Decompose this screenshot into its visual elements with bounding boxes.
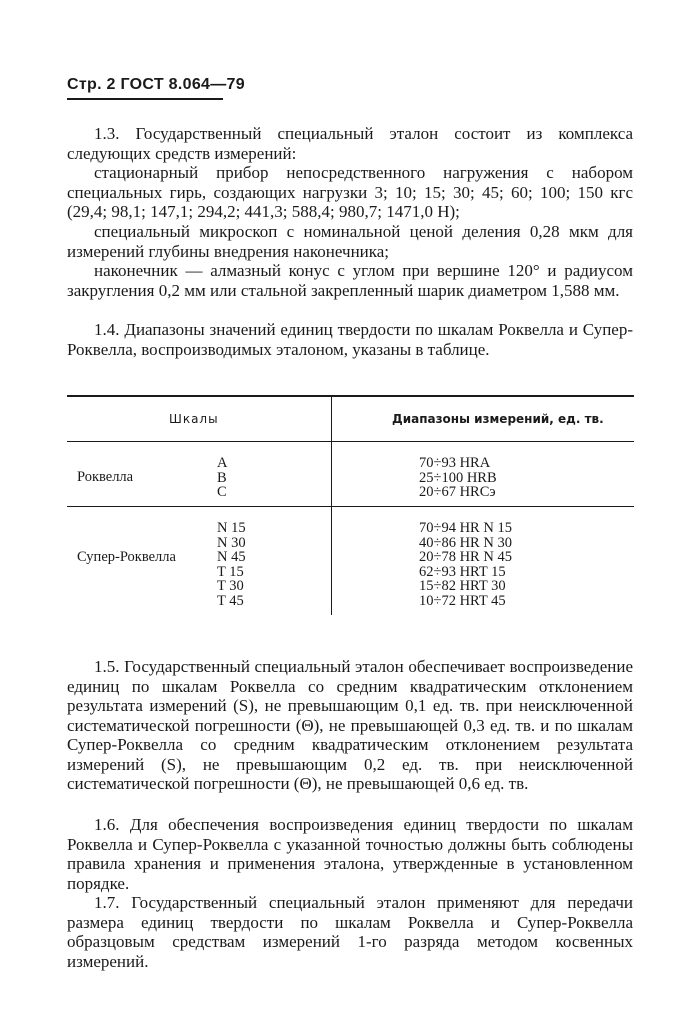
scale-cell: N 45 <box>217 549 246 565</box>
range-cell: 20÷78 HR N 45 <box>419 549 512 565</box>
column-header-scales: Шкалы <box>169 412 219 426</box>
list-item-microscope: специальный микроскоп с номинальной ценой деления 0,28 мкм для измерений глубины внедрения наконечника; <box>67 222 633 261</box>
scale-cell: C <box>217 484 227 500</box>
hardness-scales-table <box>67 395 634 615</box>
scale-list-super-rockwell <box>217 521 277 608</box>
header-underline <box>67 98 223 100</box>
paragraph-1-6: 1.6. Для обеспечения воспроизведения единиц твердости по шкалам Роквелла и Супер-Роквелла с указанной точностью должны быть соблюдены правила хранения и применения эталона, утвержденные в установленном порядке. <box>67 815 633 893</box>
group-name-rockwell: Роквелла <box>77 469 134 485</box>
range-cell: 20÷67 HRCэ <box>419 484 496 500</box>
scale-cell: A <box>217 455 228 471</box>
scale-cell: T 45 <box>217 592 244 609</box>
scale-cell: B <box>217 469 227 486</box>
scale-cell: T 30 <box>217 578 244 594</box>
table-top-rule <box>67 395 634 397</box>
page-header: Стр. 2 ГОСТ 8.064—79 <box>67 76 245 93</box>
range-cell: 25÷100 HRB <box>419 469 497 486</box>
list-item-stationary-device: стационарный прибор непосредственного нагружения с набором специальных гирь, создающих нагрузки 3; 10; 15; 30; 45; 60; 100; 150 кгс (29,4; 98,1; 147,1; 294,2; 441,3; 588,4; 980,7; 1471,0 Н); <box>67 163 633 221</box>
table-group-separator <box>67 506 634 507</box>
paragraph-1-3: 1.3. Государственный специальный эталон состоит из комплекса следующих средств измерений: <box>67 124 633 163</box>
scale-cell: N 30 <box>217 534 246 551</box>
range-cell: 70÷93 HRA <box>419 455 491 471</box>
range-cell: 62÷93 HRT 15 <box>419 563 506 580</box>
range-cell: 10÷72 HRT 45 <box>419 592 506 609</box>
range-list-rockwell <box>419 456 629 500</box>
table-column-divider <box>331 395 332 615</box>
range-cell: 15÷82 HRT 30 <box>419 578 506 594</box>
scale-cell: N 15 <box>217 520 246 536</box>
column-header-ranges: Диапазоны измерений, ед. тв. <box>392 412 604 426</box>
group-name-super-rockwell: Супер-Роквелла <box>77 549 176 565</box>
list-item-indenter: наконечник — алмазный конус с углом при вершине 120° и радиусом закругления 0,2 мм или стальной закрепленный шарик диаметром 1,588 мм. <box>67 261 633 300</box>
scale-cell: T 15 <box>217 563 244 580</box>
table-header-rule <box>67 441 634 442</box>
range-list-super-rockwell <box>419 521 629 608</box>
scale-list-rockwell <box>217 456 277 500</box>
paragraph-1-5: 1.5. Государственный специальный эталон обеспечивает воспроизведение единиц по шкалам Роквелла со средним квадратическим отклонением результата измерений (S), не превышающим 0,1 ед. тв. при неисключенной систематической погрешности (Θ), не превышающей 0,3 ед. тв. и по шкалам Супер-Роквелла со средним квадратическим отклонением результата измерений (S), не превышающим 0,2 ед. тв. при неисключенной систематической погрешности (Θ), не превышающей 0,6 ед. тв. <box>67 657 633 793</box>
paragraph-1-7: 1.7. Государственный специальный эталон применяют для передачи размера единиц твердости по шкалам Роквелла и Супер-Роквелла образцовым средствам измерений 1-го разряда методом косвенных измерений. <box>67 893 633 971</box>
paragraph-1-4: 1.4. Диапазоны значений единиц твердости по шкалам Роквелла и Супер-Роквелла, воспроизводимых эталоном, указаны в таблице. <box>67 320 633 359</box>
range-cell: 70÷94 HR N 15 <box>419 520 512 536</box>
range-cell: 40÷86 HR N 30 <box>419 534 512 551</box>
